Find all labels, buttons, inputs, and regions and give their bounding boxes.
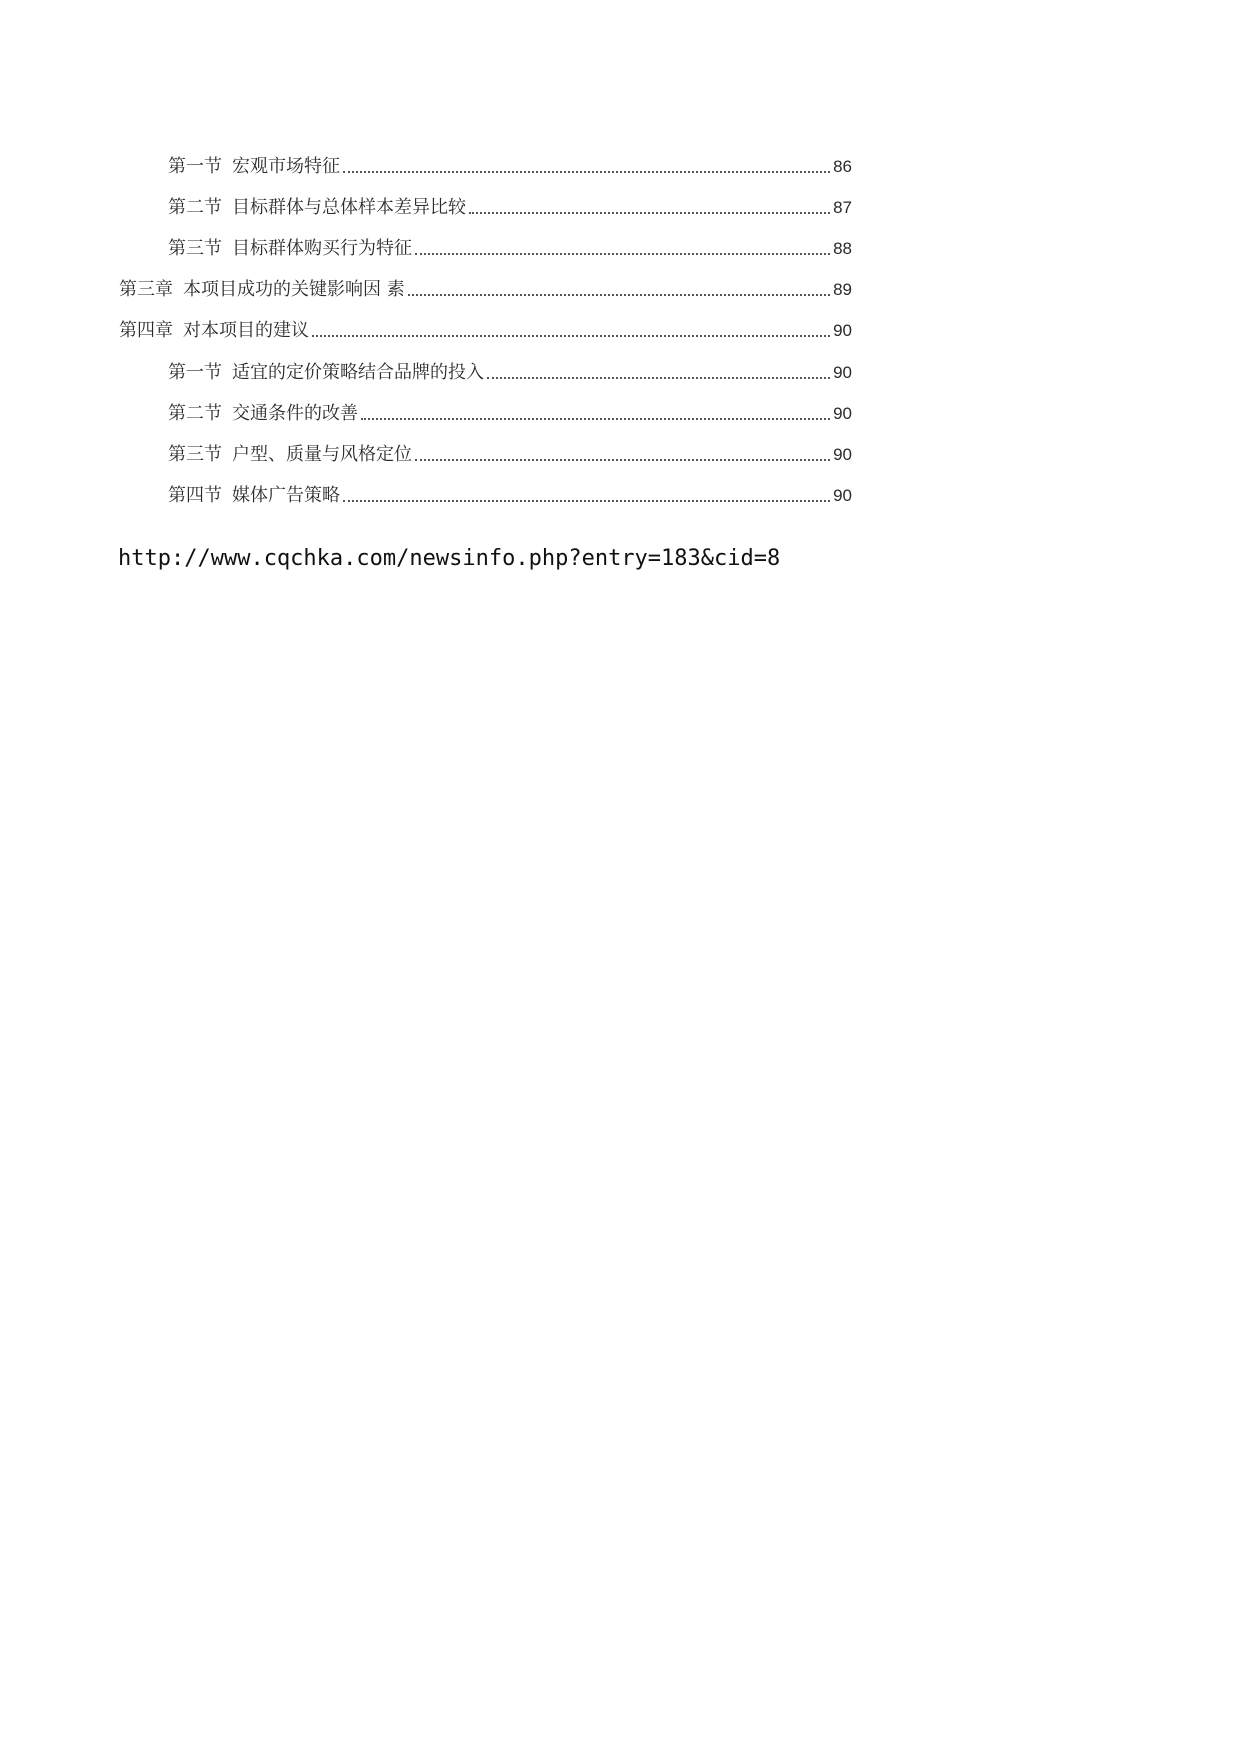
toc-chapter-number: 第四章 xyxy=(119,320,173,341)
toc-page-number: 86 xyxy=(833,157,852,176)
toc-entry[interactable] xyxy=(168,150,852,178)
toc-entry[interactable] xyxy=(168,438,852,466)
toc-page-number: 89 xyxy=(833,280,852,299)
toc-section-number: 第四节 xyxy=(168,485,222,506)
toc-section-title: 宏观市场特征 xyxy=(232,156,340,177)
toc-page-number: 90 xyxy=(833,363,852,382)
toc-section-number: 第一节 xyxy=(168,156,222,177)
source-url-link[interactable]: http://www.cqchka.com/newsinfo.php?entry=183&cid=8 xyxy=(118,546,781,571)
dot-leader xyxy=(487,376,830,379)
toc-section-title: 户型、质量与风格定位 xyxy=(232,444,412,465)
toc-section-title: 媒体广告策略 xyxy=(232,485,340,506)
toc-chapter-entry[interactable] xyxy=(119,314,852,342)
toc-page-number: 90 xyxy=(833,445,852,464)
toc-page-number: 90 xyxy=(833,321,852,340)
toc-chapter-title: 对本项目的建议 xyxy=(183,320,309,341)
toc-entry[interactable] xyxy=(168,479,852,507)
toc-section-number: 第三节 xyxy=(168,444,222,465)
toc-section-title: 适宜的定价策略结合品牌的投入 xyxy=(232,362,484,383)
dot-leader xyxy=(343,170,830,173)
toc-page-number: 90 xyxy=(833,486,852,505)
toc-section-title: 目标群体与总体样本差异比较 xyxy=(232,197,466,218)
toc-page-number: 90 xyxy=(833,404,852,423)
toc-section-number: 第二节 xyxy=(168,197,222,218)
toc-chapter-title: 本项目成功的关键影响因 素 xyxy=(183,279,405,300)
toc-chapter-entry[interactable] xyxy=(119,273,852,301)
toc-section-number: 第一节 xyxy=(168,362,222,383)
toc-section-number: 第三节 xyxy=(168,238,222,259)
dot-leader xyxy=(415,252,830,255)
toc-chapter-number: 第三章 xyxy=(119,279,173,300)
toc-entry[interactable] xyxy=(168,232,852,260)
toc-entry[interactable] xyxy=(168,356,852,384)
toc-page-number: 87 xyxy=(833,198,852,217)
toc-section-title: 交通条件的改善 xyxy=(232,403,358,424)
toc-page-number: 88 xyxy=(833,239,852,258)
table-of-contents xyxy=(0,0,1241,560)
toc-entry[interactable] xyxy=(168,397,852,425)
dot-leader xyxy=(415,458,830,461)
toc-section-title: 目标群体购买行为特征 xyxy=(232,238,412,259)
toc-entry[interactable] xyxy=(168,191,852,219)
dot-leader xyxy=(408,293,830,296)
dot-leader xyxy=(361,417,830,420)
toc-section-number: 第二节 xyxy=(168,403,222,424)
dot-leader xyxy=(312,334,830,337)
dot-leader xyxy=(469,211,830,214)
dot-leader xyxy=(343,499,830,502)
